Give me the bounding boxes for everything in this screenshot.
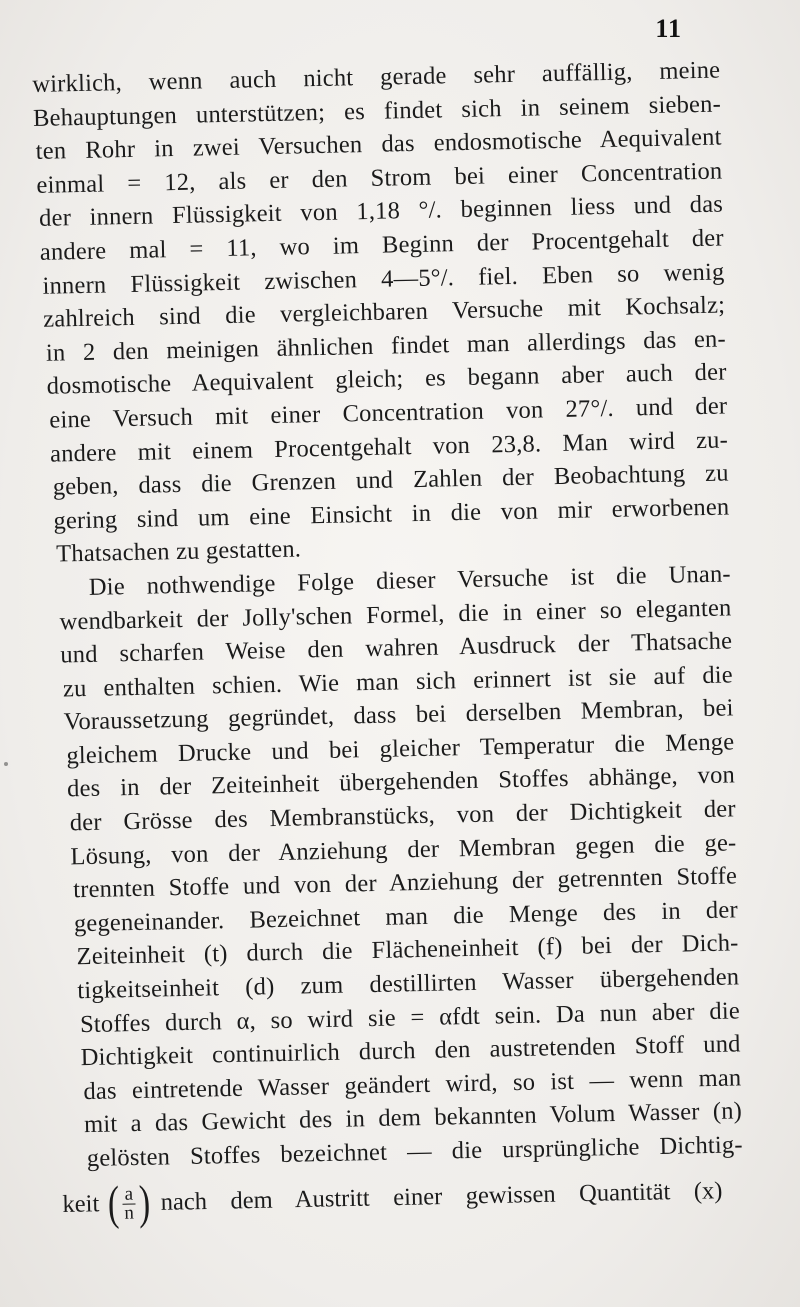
- text-line: einmal = 12, als er den Strom bei einer Concentration: [36, 157, 723, 199]
- text-line: in 2 den meinigen ähnlichen findet man allerdings das en-: [45, 325, 727, 367]
- text-line: gegeneinander. Bezeichnet man die Menge des in der: [73, 896, 739, 938]
- text-line: gering sind um eine Einsicht in die von mir erworbenen: [53, 493, 730, 535]
- text-line: der Grösse des Membranstücks, von der Dichtigkeit der: [69, 795, 736, 837]
- page-number: 11: [655, 14, 682, 43]
- text-line: und scharfen Weise den wahren Ausdruck der Thatsache: [60, 627, 733, 669]
- text-line: dosmotische Aequivalent gleich; es begann aber auch der: [46, 358, 727, 401]
- text-line: zahlreich sind die vergleichbaren Versuche mit Kochsalz;: [42, 291, 726, 333]
- text-line: innern Flüssigkeit zwischen 4—5°/. fiel. Eben so wenig: [42, 258, 725, 300]
- text-line: gelösten Stoffes bezeichnet — die ursprüngliche Dichtig-: [86, 1131, 743, 1173]
- text-line: das eintretende Wasser geändert wird, so ist — wenn man: [83, 1064, 742, 1105]
- text-line: Zeiteinheit (t) durch die Flächeneinheit (f) bei der Dich-: [76, 929, 739, 971]
- left-paren: (: [107, 1176, 120, 1231]
- fraction-denominator: n: [124, 1202, 135, 1224]
- text-line: des in der Zeiteinheit übergehenden Stoffes abhänge, von: [66, 761, 736, 803]
- right-paren: ): [138, 1176, 151, 1230]
- fraction-numerator: a: [124, 1183, 134, 1205]
- text-line: tigkeitseinheit (d) zum destillirten Wasser übergehenden: [77, 963, 740, 1005]
- fraction-a-over-n: [105, 1176, 153, 1231]
- final-line-rest: nach dem Austritt einer gewissen Quantität (x): [160, 1177, 723, 1216]
- text-line: gleichem Drucke und bei gleicher Temperatur die Menge: [66, 728, 735, 770]
- text-line: trennten Stoffe und von der Anziehung der getrennten Stoffe: [72, 862, 738, 904]
- text-line: Stoffes durch α, so wird sie = αfdt sein. Da nun aber die: [79, 996, 741, 1038]
- text-line: wirklich, wenn auch nicht gerade sehr auffällig, meine: [32, 56, 721, 98]
- text-line: der innern Flüssigkeit von 1,18 °/. beginnen liess und das: [38, 190, 724, 233]
- text-line: zu enthalten schien. Wie man sich erinnert ist sie auf die: [62, 661, 734, 703]
- text-line: Behauptungen unterstützen; es findet sich in seinem sieben-: [32, 90, 722, 132]
- fraction-stack: [122, 1185, 136, 1222]
- paper-speck: [4, 762, 8, 766]
- text-line: mit a das Gewicht des in dem bekannten Volum Wasser (n): [83, 1097, 743, 1139]
- text-line: Dichtigkeit continuirlich durch den austretenden Stoff und: [80, 1030, 741, 1072]
- text-line: ten Rohr in zwei Versuchen das endosmotische Aequivalent: [35, 123, 722, 166]
- text-line-paragraph-start: Die nothwendige Folge dieser Versuche ist die Unan-: [88, 560, 732, 601]
- text-line: Lösung, von der Anziehung der Membran gegen die ge-: [70, 829, 737, 870]
- text-line: andere mal = 11, wo im Beginn der Procentgehalt der: [39, 224, 724, 266]
- final-line-prefix: keit: [62, 1190, 100, 1218]
- text-line: geben, dass die Grenzen und Zahlen der Beobachtung zu: [52, 459, 729, 501]
- text-line-with-fraction: [62, 1166, 723, 1230]
- text-line: andere mit einem Procentgehalt von 23,8. Man wird zu-: [49, 425, 729, 468]
- text-line: Voraussetzung gegründet, dass bei derselben Membran, bei: [63, 694, 734, 736]
- text-line: eine Versuch mit einer Concentration von 27°/. und der: [49, 392, 728, 434]
- body-text: [30, 54, 743, 1177]
- text-line-paragraph-end: Thatsachen zu gestatten.: [55, 535, 302, 568]
- text-line: wendbarkeit der Jolly'schen Formel, die in einer so eleganten: [59, 593, 732, 635]
